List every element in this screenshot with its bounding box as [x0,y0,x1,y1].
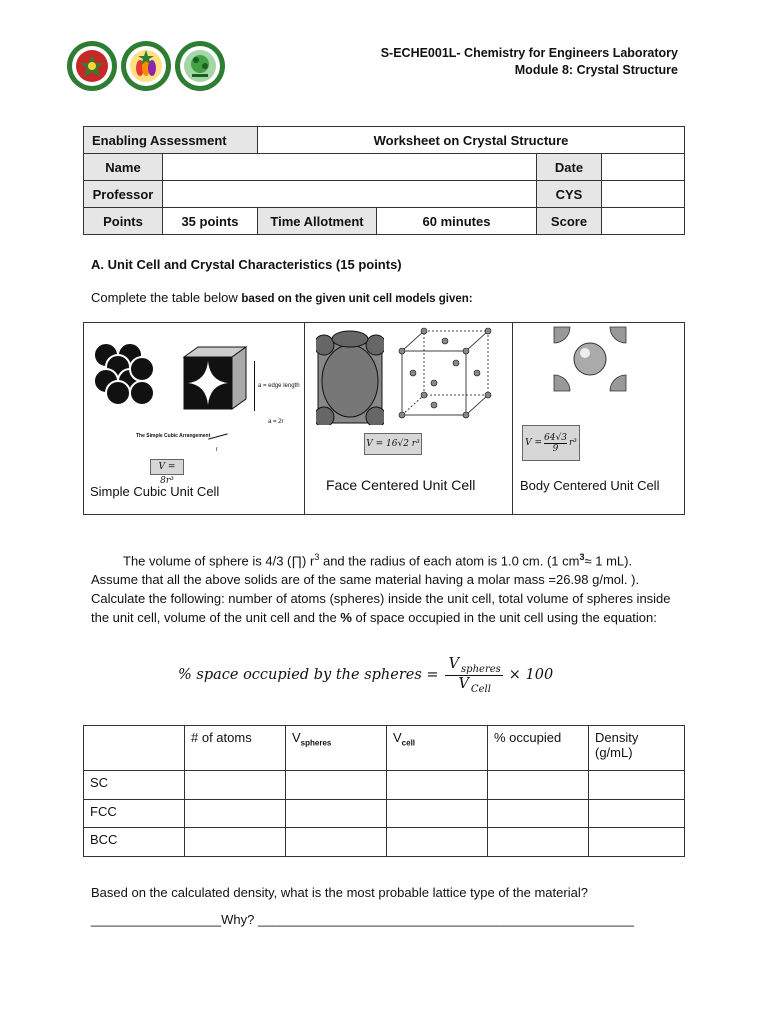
fcc-volume-formula: V = 16√2 r³ [364,433,422,455]
course-title: S-ECHE001L- Chemistry for Engineers Laboratory [380,46,678,60]
paragraph-bold: % [340,610,352,626]
edge-length-label: a = edge length [258,383,300,389]
table-cell[interactable] [286,828,387,857]
document-header [381,45,678,79]
time-allotment-label: Time Allotment [258,208,377,235]
university-seal-icon [66,40,118,92]
table-cell[interactable] [185,800,286,828]
score-label: Score [537,208,602,235]
section-a-title: A. Unit Cell and Crystal Characteristics (15 points) [91,257,402,272]
assessment-info-table [83,126,685,235]
name-field[interactable] [163,154,537,181]
row-label-sc: SC [84,771,185,800]
cys-label: CYS [537,181,602,208]
fcc-packing-icon [316,329,384,425]
equation-rhs: × 100 [508,667,554,684]
time-allotment-value: 60 minutes [377,208,537,235]
paragraph-part-3: ≈ 1 mL). Assume that all the above solids are of the same material having a molar mass =26.98 g/mol. ). Calculate the following: number of atoms (spheres) inside the unit cell, total volume of spheres inside the unit cell, volume of the unit cell and the [91,553,671,626]
simple-cubic-caption: Simple Cubic Unit Cell [90,484,220,499]
bcc-formula-den: 9 [552,443,559,454]
bcc-cell-icon [552,325,628,393]
bcc-volume-formula [522,425,580,461]
equation-den: V [458,675,469,692]
radius-arrow-icon [208,433,228,439]
fcc-lattice-icon [398,327,492,419]
answer-blank[interactable]: __________________ [91,912,222,927]
simple-cubic-cell-icon [180,343,250,413]
table-cell[interactable] [387,771,488,800]
bcc-formula-tail: r³ [568,438,577,448]
table-cell[interactable] [185,828,286,857]
instruction-bold: based on the given unit cell models given: [241,293,473,305]
table-cell[interactable] [185,771,286,800]
table-row [84,828,685,857]
paragraph-sup-2: 3 [579,552,585,562]
instruction-plain: Complete the table below [91,290,242,305]
college-seal-icon [120,40,172,92]
table-header-density: Density (g/mL) [589,726,685,771]
bcc-formula-num: 64√3 [544,432,567,443]
table-cell[interactable] [286,771,387,800]
table-cell[interactable] [589,828,685,857]
module-title: Module 8: Crystal Structure [514,63,678,77]
table-cell[interactable] [387,800,488,828]
answer-line[interactable] [91,912,634,927]
points-label: Points [84,208,163,235]
professor-field[interactable] [163,181,537,208]
lattice-question: Based on the calculated density, what is the most probable lattice type of the material? [91,885,588,900]
professor-label: Professor [84,181,163,208]
row-label-bcc: BCC [84,828,185,857]
paragraph-part-4: of space occupied in the unit cell using the equation: [351,610,657,626]
table-row [84,771,685,800]
date-field[interactable] [602,154,685,181]
points-value: 35 points [163,208,258,235]
paragraph-part-2: and the radius of each atom is 1.0 cm. (1 cm [319,553,580,569]
date-label: Date [537,154,602,181]
enabling-assessment-label: Enabling Assessment [84,127,258,154]
unit-cell-data-table [83,725,685,857]
table-cell[interactable] [589,771,685,800]
sc-volume-formula: V = 8r³ [150,459,184,475]
section-a-instruction [91,290,473,305]
score-field[interactable] [602,208,685,235]
table-cell[interactable] [488,771,589,800]
why-label: Why? [221,912,258,927]
edge-arrow-icon [254,361,255,411]
sc-relation-label: a = 2r [268,419,284,425]
face-centered-caption: Face Centered Unit Cell [326,477,476,493]
equation-den-sub: Cell [470,683,491,695]
sc-arrangement-label: The Simple Cubic Arrangement [136,433,211,439]
equation-num-sub: spheres [461,663,501,675]
paragraph-sup-1: 3 [314,552,320,562]
simple-cubic-spheres-icon [92,341,158,407]
department-seal-icon [174,40,226,92]
table-cell[interactable] [286,800,387,828]
table-header-blank [84,726,185,771]
radius-label: r [216,447,218,453]
unit-cell-figures [83,322,685,515]
instructions-paragraph [91,548,681,627]
name-label: Name [84,154,163,181]
cys-field[interactable] [602,181,685,208]
table-header-atoms: # of atoms [185,726,286,771]
body-centered-caption: Body Centered Unit Cell [520,478,660,493]
equation-num: V [448,656,460,672]
paragraph-part-1: The volume of sphere is 4/3 (∏) r [123,553,315,569]
table-row [84,800,685,828]
bcc-formula-lead: V = [525,438,543,448]
space-occupied-equation [178,656,553,695]
worksheet-title: Worksheet on Crystal Structure [258,127,685,154]
table-cell[interactable] [488,800,589,828]
table-header-vcell: $V_{cell}$ [387,726,488,771]
table-cell[interactable] [589,800,685,828]
why-blank[interactable]: ____________________________________________________ [257,912,634,927]
row-label-fcc: FCC [84,800,185,828]
table-header-vspheres: $V_{spheres}$ [286,726,387,771]
table-cell[interactable] [488,828,589,857]
equation-lhs: % space occupied by the spheres = [178,667,439,684]
table-cell[interactable] [387,828,488,857]
table-header-occupied: % occupied [488,726,589,771]
